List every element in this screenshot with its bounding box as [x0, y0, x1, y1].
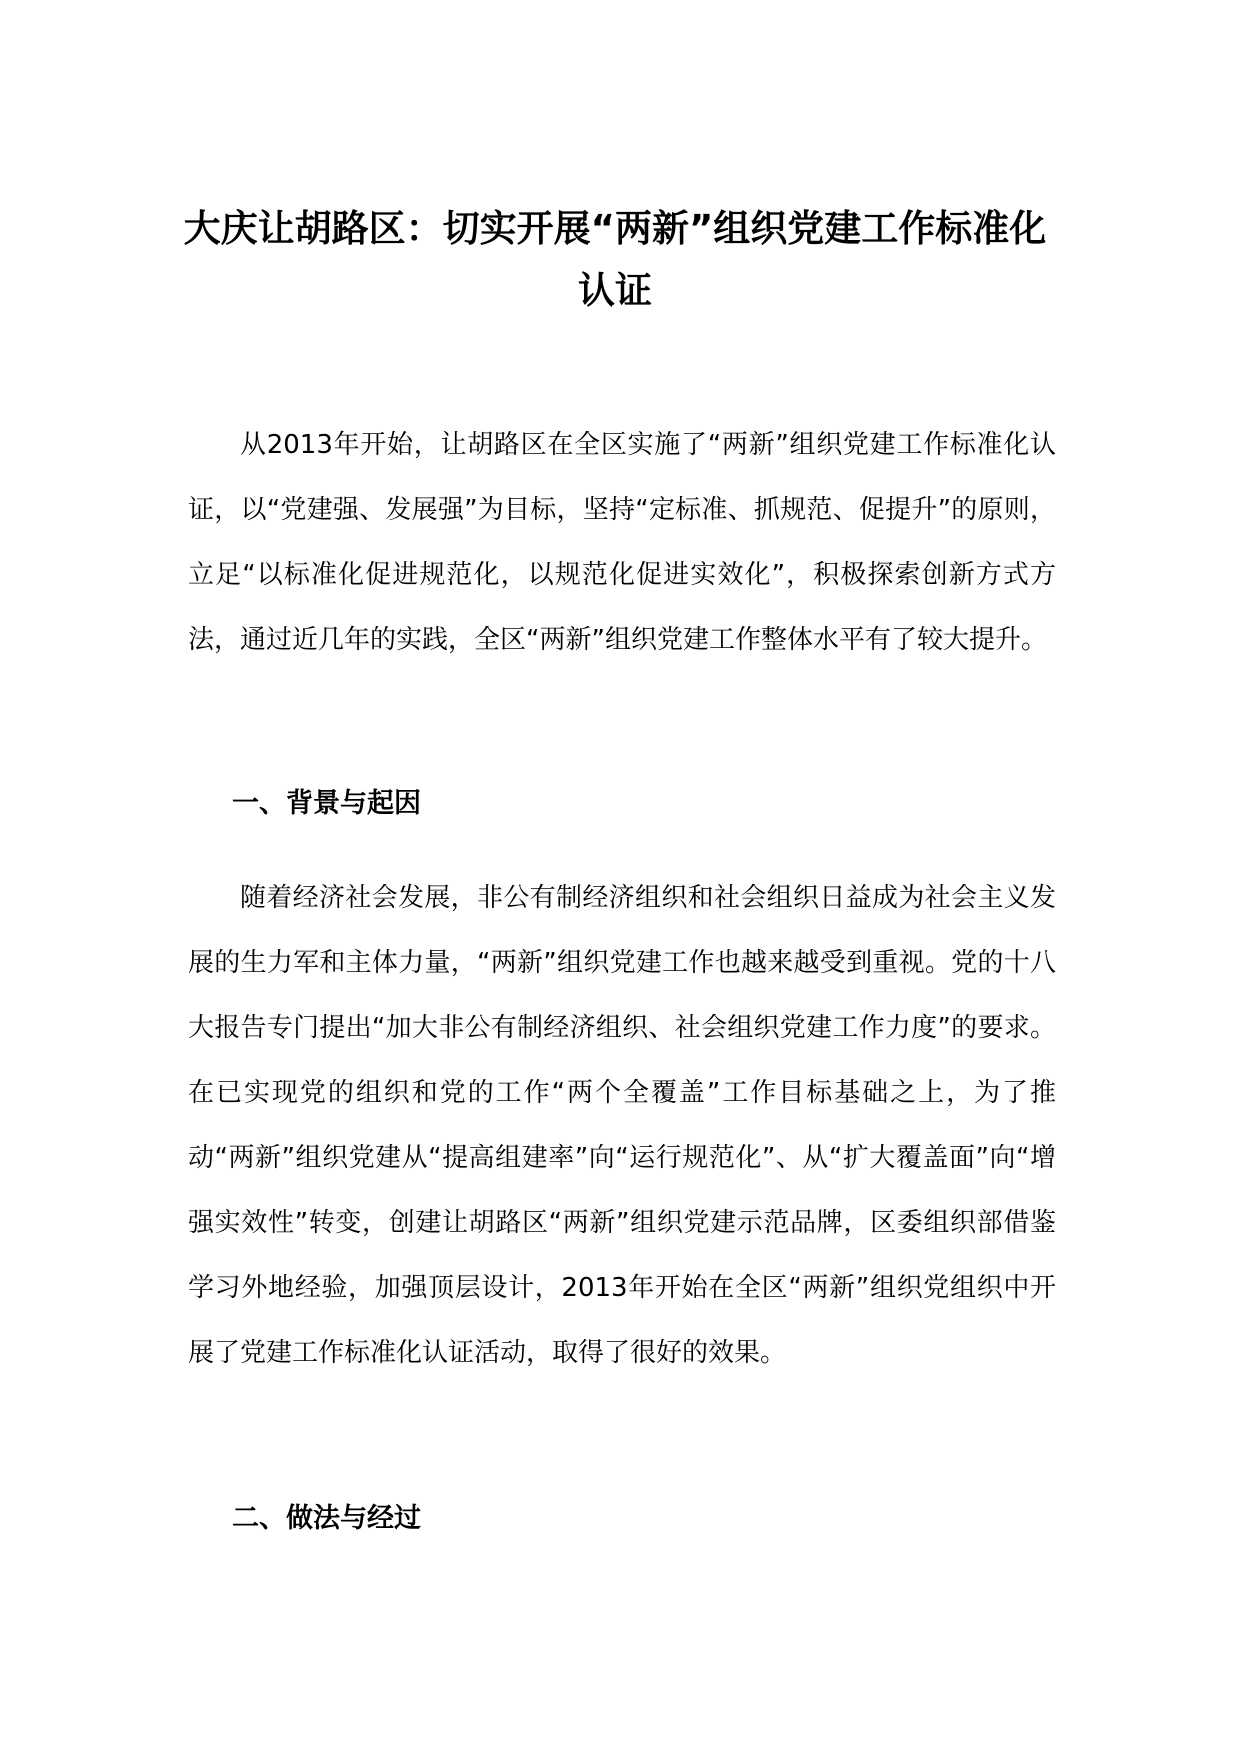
document-title: 大庆让胡路区：切实开展“两新”组织党建工作标准化认证: [183, 207, 1047, 312]
intro-paragraph: 从2013年开始，让胡路区在全区实施了“两新”组织党建工作标准化认证，以“党建强、发展强”为目标，坚持“定标准、抓规范、促提升”的原则，立足“以标准化促进规范化，以规范化促进实效化”，积极探索创新方式方法，通过近几年的实践，全区“两新”组织党建工作整体水平有了较大提升。: [188, 430, 1056, 655]
background-paragraph: 随着经济社会发展，非公有制经济组织和社会组织日益成为社会主义发展的生力军和主体力量，“两新”组织党建工作也越来越受到重视。党的十八大报告专门提出“加大非公有制经济组织、社会组织党建工作力度”的要求。在已实现党的组织和党的工作“两个全覆盖”工作目标基础之上，为了推动“两新”组织党建从“提高组建率”向“运行规范化”、从“扩大覆盖面”向“增强实效性”转变，创建让胡路区“两新”组织党建示范品牌，区委组织部借鉴学习外地经验，加强顶层设计，2013年开始在全区“两新”组织党组织中开展了党建工作标准化认证活动，取得了很好的效果。: [188, 883, 1056, 1368]
section-heading-methods: 二、做法与经过: [232, 1503, 421, 1534]
section-heading-background: 一、背景与起因: [232, 788, 421, 819]
